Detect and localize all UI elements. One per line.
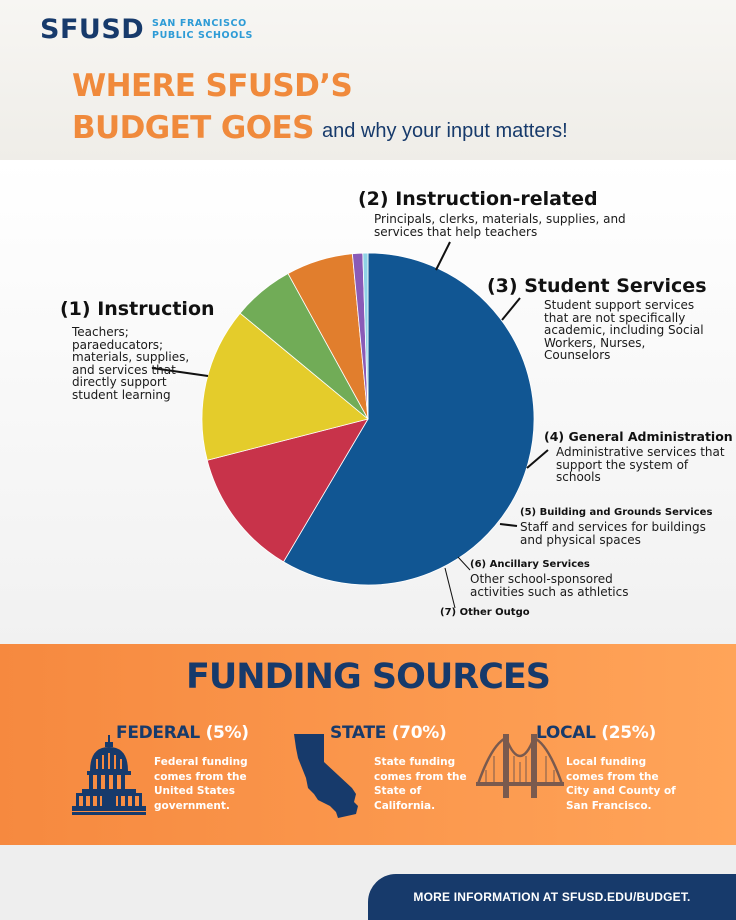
federal-heading (116, 723, 249, 743)
leader-line-6 (458, 557, 470, 570)
slice-desc-student-services: Student support services that are not specifically academic, including Social Workers, Nurses, Counselors (544, 298, 704, 362)
federal-percent: (5%) (205, 723, 249, 743)
slice-label-instruction-related: (2) Instruction-related (358, 188, 598, 210)
page-title-line1: WHERE SFUSD’S (72, 68, 353, 104)
local-name: LOCAL (536, 723, 596, 743)
slice-label-building-grounds: (5) Building and Grounds Services (520, 507, 713, 518)
leader-line-7 (445, 568, 455, 608)
sfusd-logo[interactable]: SFUSD (40, 14, 145, 45)
slice-desc-building-grounds: Staff and services for buildings and physical spaces (520, 520, 706, 547)
leader-line-5 (500, 524, 517, 526)
local-description: Local funding comes from the City and County of San Francisco. (566, 756, 676, 812)
slice-desc-ancillary-services: Other school-sponsored activities such as athletics (470, 572, 629, 599)
local-percent: (25%) (601, 723, 657, 743)
state-description: State funding comes from the State of California. (374, 756, 467, 812)
leader-line-3 (502, 298, 520, 320)
slice-desc-instruction-related: Principals, clerks, materials, supplies, and services that help teachers (374, 212, 626, 239)
slice-label-other-outgo: (7) Other Outgo (440, 607, 530, 618)
federal-description: Federal funding comes from the United States government. (154, 756, 248, 812)
state-percent: (70%) (391, 723, 447, 743)
golden-gate-bridge-icon (476, 734, 564, 800)
leader-line-2 (436, 242, 450, 270)
federal-name: FEDERAL (116, 723, 200, 743)
logo-subtitle (152, 18, 253, 42)
slice-label-instruction: (1) Instruction (60, 298, 215, 320)
slice-desc-general-administration: Administrative services that support the system of schools (556, 445, 725, 484)
slice-desc-instruction: Teachers; paraeducators; materials, supplies, and services that directly support student learning (72, 325, 190, 402)
slice-label-general-administration: (4) General Administration (544, 429, 733, 444)
page-title-line2: BUDGET GOES (72, 110, 314, 146)
logo-subtitle-line1: SAN FRANCISCO (152, 18, 247, 29)
logo-subtitle-line2: PUBLIC SCHOOLS (152, 30, 253, 41)
pie-slices (202, 253, 534, 585)
funding-title: FUNDING SOURCES (185, 657, 551, 697)
state-heading (330, 723, 446, 743)
page-tagline: and why your input matters! (322, 120, 568, 142)
slice-label-student-services: (3) Student Services (487, 275, 707, 297)
more-information-link[interactable]: MORE INFORMATION AT SFUSD.EDU/BUDGET. (413, 890, 691, 904)
local-heading (536, 723, 656, 743)
california-map-icon (292, 732, 368, 820)
state-name: STATE (330, 723, 387, 743)
capitol-icon (72, 735, 146, 815)
slice-label-ancillary-services: (6) Ancillary Services (470, 559, 590, 570)
